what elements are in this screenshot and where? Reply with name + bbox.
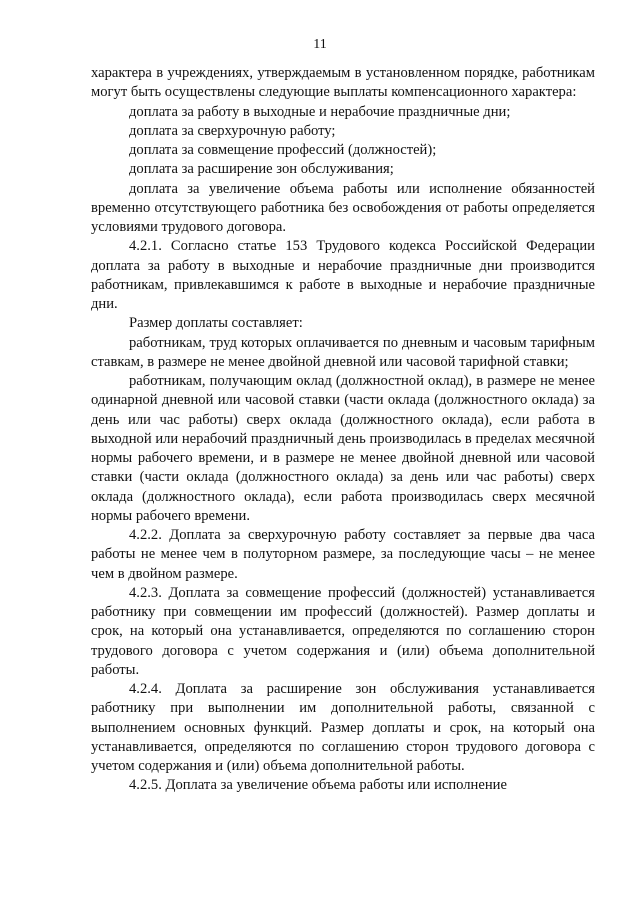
paragraph: доплата за расширение зон обслуживания; [129,161,394,178]
paragraph: характера в учреждениях, утверждаемым в установленном порядке, работникам могут быть осуществлены следующие выплаты компенсационного характера: [91,65,595,101]
paragraph: работникам, получающим оклад (должностной оклад), в размере не менее одинарной дневной или часовой ставки (части оклада (должностного оклада) за день или час работы) сверх оклада (должностного оклада), если работа в выходной или нерабочий праздничный день производилась в пределах месячной нормы рабочего времени, и в размере не менее двойной дневной или часовой ставки (части оклада (должностного оклада) за день или час работы) сверх оклада (должностного оклада), если работа производилась сверх месячной нормы рабочего времени. [91,373,595,524]
paragraph: 4.2.5. Доплата за увеличение объема работы или исполнение [129,777,507,794]
document-body [91,64,595,796]
paragraph: доплата за сверхурочную работу; [129,122,336,139]
paragraph: доплата за увеличение объема работы или исполнение обязанностей временно отсутствующего работника без освобождения от работы определяется условиями трудового договора. [91,180,595,235]
paragraph: 4.2.4. Доплата за расширение зон обслуживания устанавливается работнику при выполнении им дополнительной работы, связанной с выполнением основных функций. Размер доплаты и срок, на который она устанавливается, определяются по соглашению сторон трудового договора с учетом содержания и (или) объема дополнительной работы. [91,681,595,774]
paragraph: 4.2.1. Согласно статье 153 Трудового кодекса Российской Федерации доплата за работу в выходные и нерабочие праздничные дни производится работникам, привлекавшимся к работе в выходные и нерабочие праздничные дни. [91,238,595,312]
paragraph: работникам, труд которых оплачивается по дневным и часовым тарифным ставкам, в размере не менее двойной дневной или часовой тарифной ставки; [91,334,595,370]
paragraph: доплата за работу в выходные и нерабочие праздничные дни; [129,103,511,120]
paragraph: доплата за совмещение профессий (должностей); [129,142,437,158]
page-number: 11 [313,37,327,52]
paragraph: 4.2.3. Доплата за совмещение профессий (должностей) устанавливается работнику при совмещении им профессий (должностей). Размер доплаты и срок, на который она устанавливается, определяются по соглашению сторон трудового договора с учетом содержания и (или) объема дополнительной работы. [91,584,595,678]
paragraph: 4.2.2. Доплата за сверхурочную работу составляет за первые два часа работы не менее чем в полуторном размере, за последующие часы – не менее чем в двойном размере. [91,527,595,582]
paragraph: Размер доплаты составляет: [129,315,303,332]
